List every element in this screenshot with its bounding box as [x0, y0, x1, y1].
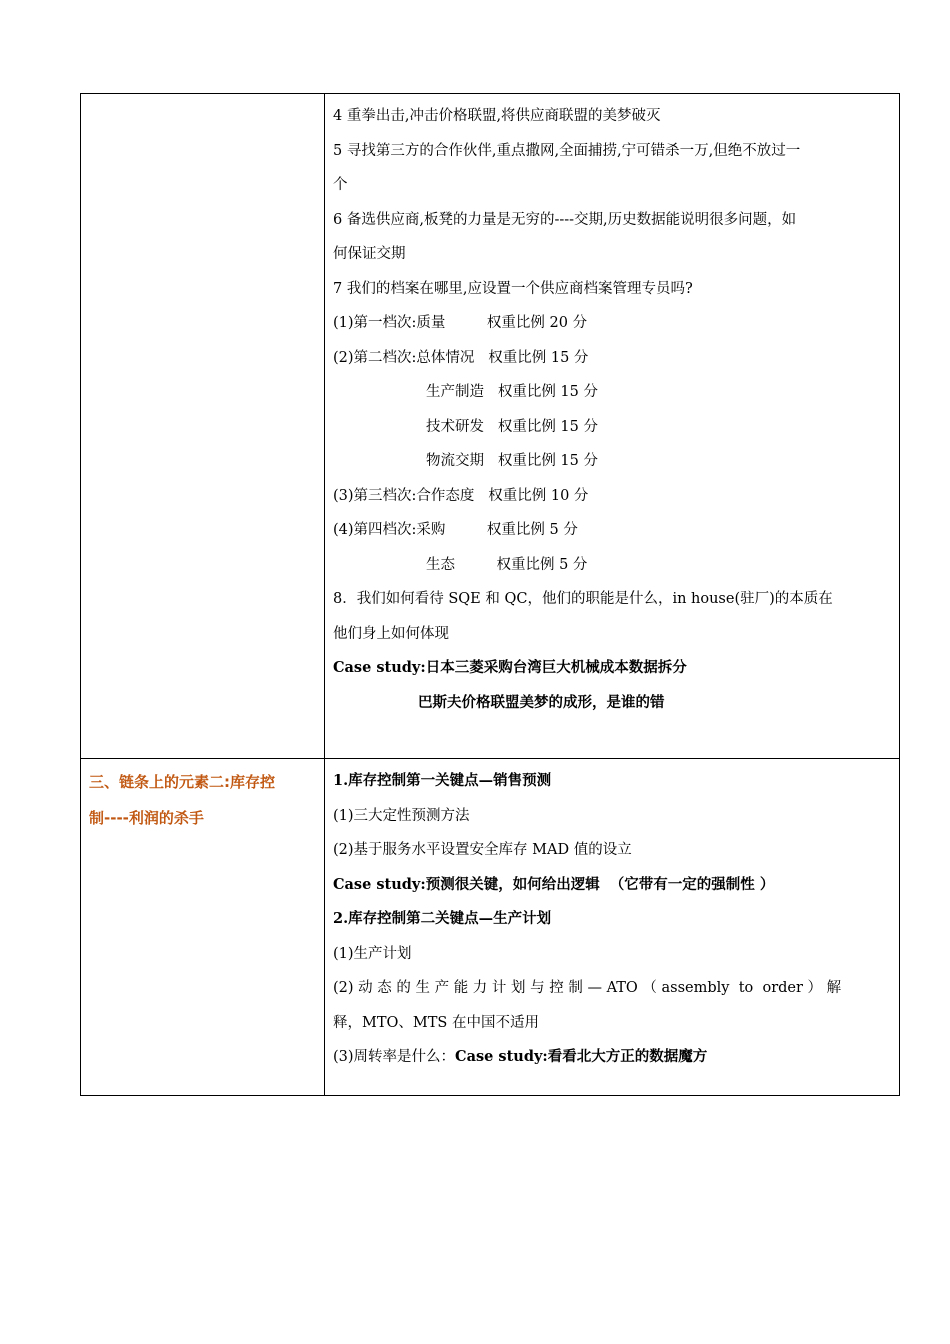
case-study-inline: Case study:看看北大方正的数据魔方 — [455, 1048, 708, 1065]
left-cell-empty — [81, 94, 325, 759]
text-line: 他们身上如何体现 — [333, 625, 449, 642]
text-line: (2) 动 态 的 生 产 能 力 计 划 与 控 制 — ATO （ assembly to order ） 解 — [333, 980, 842, 996]
case-study-line: Case study:日本三菱采购台湾巨大机械成本数据拆分 — [333, 659, 687, 676]
text-line: 个 — [333, 177, 348, 193]
text-line: 6 备选供应商,板凳的力量是无穷的----交期,历史数据能说明很多问题，如 — [333, 211, 797, 228]
weight-line: 技术研发 权重比例 15 分 — [426, 418, 598, 435]
weight-line: 生态 权重比例 5 分 — [426, 556, 588, 573]
right-cell-inventory — [325, 759, 900, 1096]
text-line: 7 我们的档案在哪里,应设置一个供应商档案管理专员吗? — [333, 280, 693, 297]
heading-line: 2.库存控制第二关键点—生产计划 — [333, 910, 552, 927]
text-line: 4 重拳出击,冲击价格联盟,将供应商联盟的美梦破灭 — [333, 108, 661, 124]
right-cell-supplier — [325, 94, 900, 759]
heading-line: 1.库存控制第一关键点—销售预测 — [333, 772, 552, 789]
weight-line: (1)第一档次:质量 权重比例 20 分 — [333, 315, 588, 331]
text-line: 8．我们如何看待 SQE 和 QC，他们的职能是什么，in house(驻厂)的本质在 — [333, 591, 833, 607]
text-line: 何保证交期 — [333, 246, 406, 262]
case-study-line: Case study:预测很关键，如何给出逻辑 （它带有一定的强制性 ） — [333, 875, 775, 893]
weight-line: (2)第二档次:总体情况 权重比例 15 分 — [333, 349, 589, 366]
text-line: 释，MTO、MTS 在中国不适用 — [333, 1014, 539, 1031]
table-row — [81, 94, 900, 759]
text-prefix: (3)周转率是什么： — [333, 1049, 456, 1065]
text-line: (1)生产计划 — [333, 945, 412, 962]
weight-line: 生产制造 权重比例 15 分 — [426, 384, 598, 400]
text-line: 5 寻找第三方的合作伙伴,重点撒网,全面捕捞,宁可错杀一万,但绝不放过一 — [333, 142, 801, 159]
left-cell-section — [81, 759, 325, 1096]
content-table — [80, 93, 900, 1096]
weight-line: (4)第四档次:采购 权重比例 5 分 — [333, 522, 578, 538]
case-study-line: 巴斯夫价格联盟美梦的成形，是谁的错 — [418, 693, 665, 711]
text-line: (1)三大定性预测方法 — [333, 807, 470, 824]
section-title: 三、链条上的元素二:库存控 — [89, 773, 275, 791]
section-title: 制----利润的杀手 — [89, 809, 204, 827]
table-row — [81, 759, 900, 1096]
text-line: (2)基于服务水平设置安全库存 MAD 值的设立 — [333, 842, 632, 858]
weight-line: 物流交期 权重比例 15 分 — [426, 453, 598, 469]
weight-line: (3)第三档次:合作态度 权重比例 10 分 — [333, 487, 589, 504]
text-line — [333, 1040, 891, 1075]
